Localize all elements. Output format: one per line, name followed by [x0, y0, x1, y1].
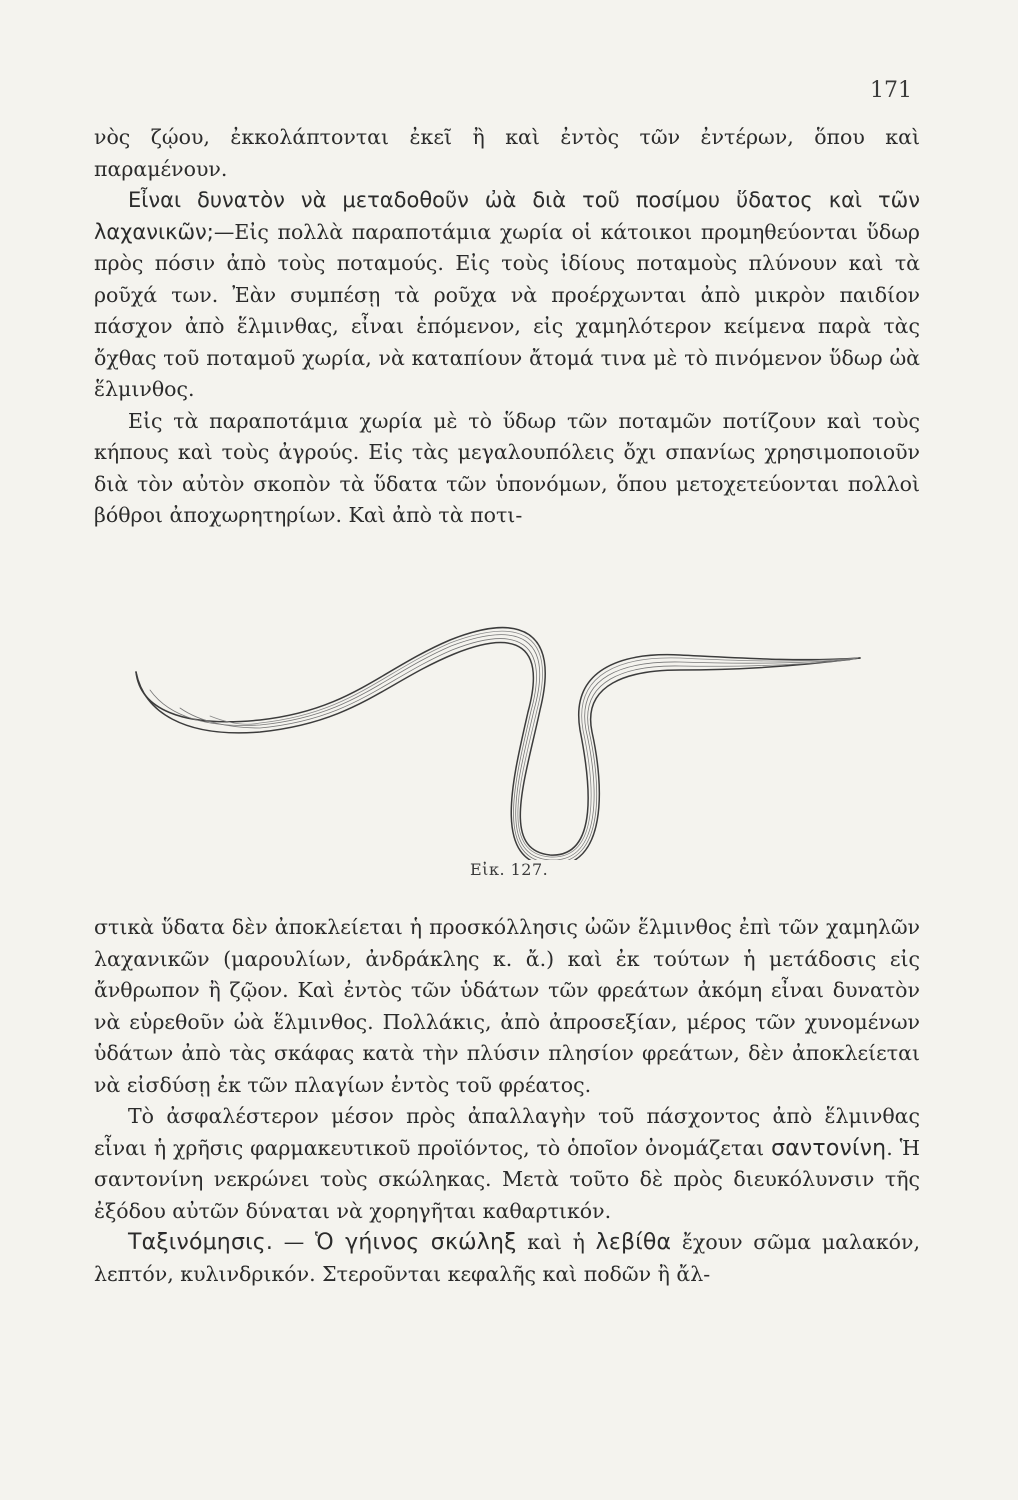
text-block-bottom [94, 912, 920, 1290]
term-santonin: σαντονίνη [771, 1135, 887, 1161]
worm-outline-lower [136, 643, 860, 860]
worm-stripe-2 [180, 639, 850, 860]
paragraph-continuation: νὸς ζῴου, ἐκκολάπτονται ἐκεῖ ἢ καὶ ἐντὸς τῶν ἐντέρων, ὅπου καὶ παραμένουν. [94, 125, 920, 181]
figure-caption: Εἰκ. 127. [470, 860, 549, 879]
worm-stripe-3 [210, 631, 858, 857]
paragraph-vegetables: στικὰ ὕδατα δὲν ἀποκλείεται ἡ προσκόλλησις ὠῶν ἕλμινθος ἐπὶ τῶν χαμηλῶν λαχανικῶν (μαρουλίων, ἀνδράκλης κ. ἄ.) καὶ ἐκ τούτων ἡ μετάδοσις εἰς ἄνθρωπον ἢ ζῷον. Καὶ ἐντὸς τῶν ὑδάτων τῶν φρεάτων ἀκόμη εἶναι δυνατὸν νὰ εὑρεθοῦν ὠὰ ἕλμινθος. Πολλάκις, ἀπὸ ἀπροσεξίαν, μέρος τῶν χυνομένων ὑδάτων ἀπὸ τὰς σκάφας κατὰ τὴν πλύσιν πλησίον φρεάτων, δὲν ἀποκλείεται νὰ εἰσδύσῃ ἐκ τῶν πλαγίων ἐντὸς τοῦ φρέατος. [94, 915, 920, 1097]
paragraph-question [94, 185, 920, 406]
classification-heading: Ταξινόμησις. [128, 1230, 274, 1255]
roundworm-illustration-icon [120, 600, 880, 860]
text-block-top [94, 122, 920, 532]
term-leech: λεβίθα [595, 1230, 672, 1255]
worm-outline-upper [136, 628, 860, 855]
question-heading: Εἶναι δυνατὸν νὰ μεταδοθοῦν ὠὰ διὰ τοῦ ποσίμου ὕδατος καὶ τῶν λαχανικῶν; [94, 188, 920, 244]
paragraph-santonin: Τὸ ἀσφαλέστερον μέσον πρὸς ἀπαλλαγὴν τοῦ πάσχοντος ἀπὸ ἕλμινθας εἶναι ἡ χρῆσις φαρμακευτικοῦ προϊόντος, τὸ ὁποῖον ὀνομάζεται σαντονίνη. Ἡ σαντονίνη νεκρώνει τοὺς σκώληκας. Μετὰ τοῦτο δὲ πρὸς διευκόλυνσιν τῆς ἐξόδου αὐτῶν δύναται νὰ χορηγῆται καθαρτικόν. [94, 1104, 921, 1223]
paragraph-irrigation: Εἰς τὰ παραποτάμια χωρία μὲ τὸ ὕδωρ τῶν ποταμῶν ποτίζουν καὶ τοὺς κήπους καὶ τοὺς ἀγρούς. Εἰς τὰς μεγαλουπόλεις ὄχι σπανίως χρησιμοποιοῦν διὰ τὸν αὐτὸν σκοπὸν τὰ ὕδατα τῶν ὑπονόμων, ὅπου μετοχετεύονται πολλοὶ βόθροι ἀποχωρητηρίων. Καὶ ἀπὸ τὰ ποτι- [94, 408, 920, 527]
page-number: 171 [870, 78, 912, 103]
term-earthworm: Ὁ γήινος σκώληξ [314, 1230, 517, 1255]
question-answer: —Εἰς πολλὰ παραποτάμια χωρία οἱ κάτοικοι προμηθεύονται ὕδωρ πρὸς πόσιν ἀπὸ τοὺς ποταμούς. Εἰς τοὺς ἰδίους ποταμοὺς πλύνουν καὶ τὰ ροῦχά των. Ἐὰν συμπέσῃ τὰ ροῦχα νὰ προέρχωνται ἀπὸ μικρὸν παιδίον πάσχον ἀπὸ ἕλμινθας, εἶναι ἑπόμενον, εἰς χαμηλότερον κείμενα παρὰ τὰς ὄχθας τοῦ ποταμοῦ χωρία, νὰ καταπίουν ἄτομά τινα μὲ τὸ πινόμενον ὕδωρ ὠὰ ἕλμινθος. [94, 219, 920, 401]
paragraph-classification: Ταξινόμησις. — Ὁ γήινος σκώληξ καὶ ἡ λεβίθα ἔχουν σῶμα μαλακόν, λεπτόν, κυλινδρικόν. Στεροῦνται κεφαλῆς καὶ ποδῶν ἢ ἄλ- [94, 1230, 920, 1286]
